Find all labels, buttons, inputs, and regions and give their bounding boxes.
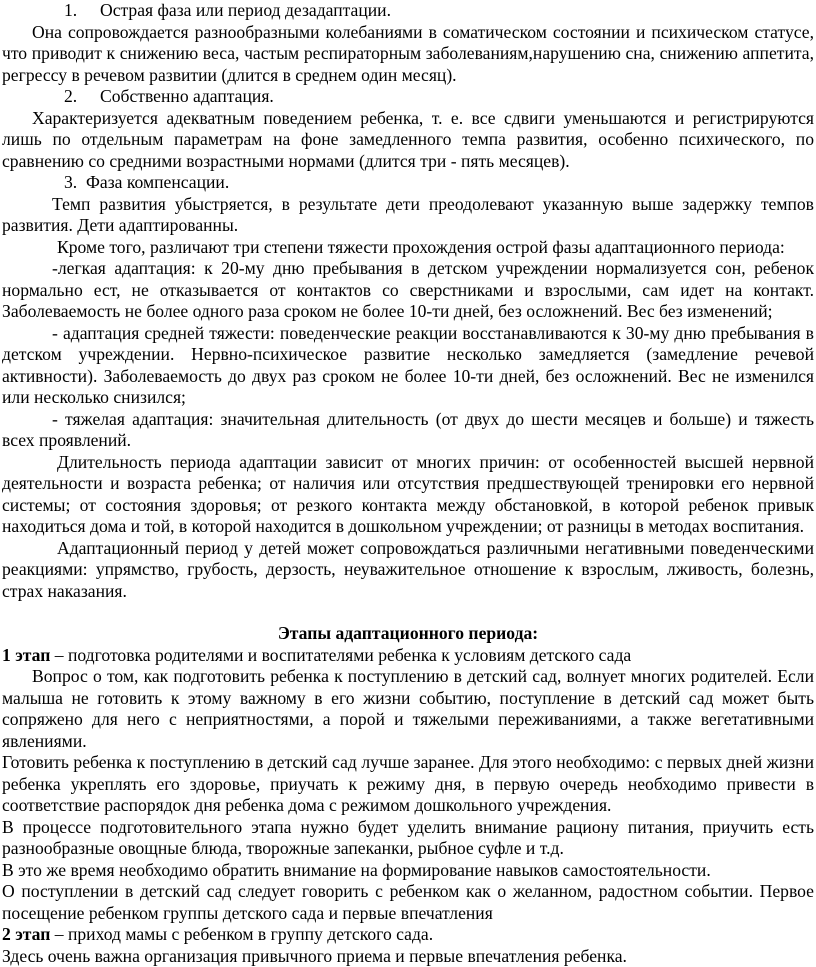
- stage-1-paragraph-2: Готовить ребенка к поступлению в детский сад лучше заранее. Для этого необходимо: с первых дней жизни ребенка укреплять его здоровье, приучать к режиму дня, в первую очередь необходимо привести в соответствие распорядок дня ребенка дома с режимом дошкольного учреждения.: [2, 752, 814, 817]
- phase-1-heading: [2, 0, 814, 22]
- stage-1-paragraph-1: Вопрос о том, как подготовить ребенка к поступлению в детский сад, волнует многих родителей. Если малыша не готовить к этому важному в его жизни событию, поступление в детский сад может быть сопряжено для него с неприятностями, а порой и тяжелыми переживаниями, а также вегетативными явлениями.: [2, 666, 814, 752]
- phase-1-title: Острая фаза или период дезадаптации.: [100, 0, 391, 20]
- stage-1-label: 1 этап: [2, 645, 50, 665]
- phase-3-text: Темп развития убыстряется, в результате дети преодолевают указанную выше задержку темпов развития. Дети адаптированны.: [2, 194, 814, 237]
- stage-2-text: – приход мамы с ребенком в группу детского сада.: [50, 924, 433, 944]
- severity-item-severe: - тяжелая адаптация: значительная длительность (от двух до шести месяцев и больше) и тяжесть всех проявлений.: [2, 409, 814, 452]
- stage-2-line: [2, 924, 814, 946]
- stage-1-line: [2, 645, 814, 667]
- phase-3-heading: [2, 172, 814, 194]
- stage-2-label: 2 этап: [2, 924, 50, 944]
- stage-2-paragraph: Здесь очень важна организация привычного приема и первые впечатления ребенка.: [2, 946, 814, 967]
- stage-1-text: – подготовка родителями и воспитателями ребенка к условиям детского сада: [50, 645, 631, 665]
- phase-2-heading: [2, 86, 814, 108]
- phase-2-number: 2.: [64, 86, 100, 108]
- phase-2-text: Характеризуется адекватным поведением ребенка, т. е. все сдвиги уменьшаются и регистрируются лишь по отдельным параметрам на фоне замедленного темпа развития, особенно психического, по сравнению со средними возрастными нормами (длится три - пять месяцев).: [2, 108, 814, 173]
- reactions-paragraph: Адаптационный период у детей может сопровождаться различными негативными поведенческими реакциями: упрямство, грубость, дерзость, неуважительное отношение к взрослым, лживость, болезнь, страх наказания.: [2, 538, 814, 603]
- severity-item-light: -легкая адаптация: к 20-му дню пребывания в детском учреждении нормализуется сон, ребенок нормально ест, не отказывается от контактов со сверстниками и взрослыми, сам идет на контакт. Заболеваемость не более одного раза сроком не более 10-ти дней, без осложнений. Вес без изменений;: [2, 258, 814, 323]
- phase-1-number: 1.: [64, 0, 100, 22]
- phase-2-title: Собственно адаптация.: [100, 86, 274, 106]
- severity-intro: Кроме того, различают три степени тяжести прохождения острой фазы адаптационного периода:: [2, 237, 814, 259]
- duration-paragraph: Длительность периода адаптации зависит от многих причин: от особенностей высшей нервной деятельности и возраста ребенка; от наличия или отсутствия предшествующей тренировки его нервной системы; от состояния здоровья; от резкого контакта между обстановкой, в которой ребенок привык находиться дома и той, в которой находится в дошкольном учреждении; от разницы в методах воспитания.: [2, 452, 814, 538]
- stages-heading: Этапы адаптационного периода:: [2, 623, 814, 645]
- severity-item-medium: - адаптация средней тяжести: поведенческие реакции восстанавливаются к 30-му дню пребывания в детском учреждении. Нервно-психическое развитие несколько замедляется (замедление речевой активности). Заболеваемость до двух раз сроком не более 10-ти дней, без осложнений. Вес не изменился или несколько снизился;: [2, 323, 814, 409]
- stage-1-paragraph-3: В процессе подготовительного этапа нужно будет уделить внимание рациону питания, приучить есть разнообразные овощные блюда, творожные запеканки, рыбное суфле и т.д.: [2, 817, 814, 860]
- stage-1-paragraph-4: В это же время необходимо обратить внимание на формирование навыков самостоятельности.: [2, 860, 814, 882]
- phase-3-number: 3.: [64, 172, 86, 194]
- phase-3-title: Фаза компенсации.: [86, 172, 229, 192]
- phase-1-text: Она сопровождается разнообразными колебаниями в соматическом состоянии и психическом статусе, что приводит к снижению веса, частым респираторным заболеваниям,нарушению сна, снижению аппетита, регрессу в речевом развитии (длится в среднем один месяц).: [2, 22, 814, 87]
- stage-1-paragraph-5: О поступлении в детский сад следует говорить с ребенком как о желанном, радостном событии. Первое посещение ребенком группы детского сада и первые впечатления: [2, 881, 814, 924]
